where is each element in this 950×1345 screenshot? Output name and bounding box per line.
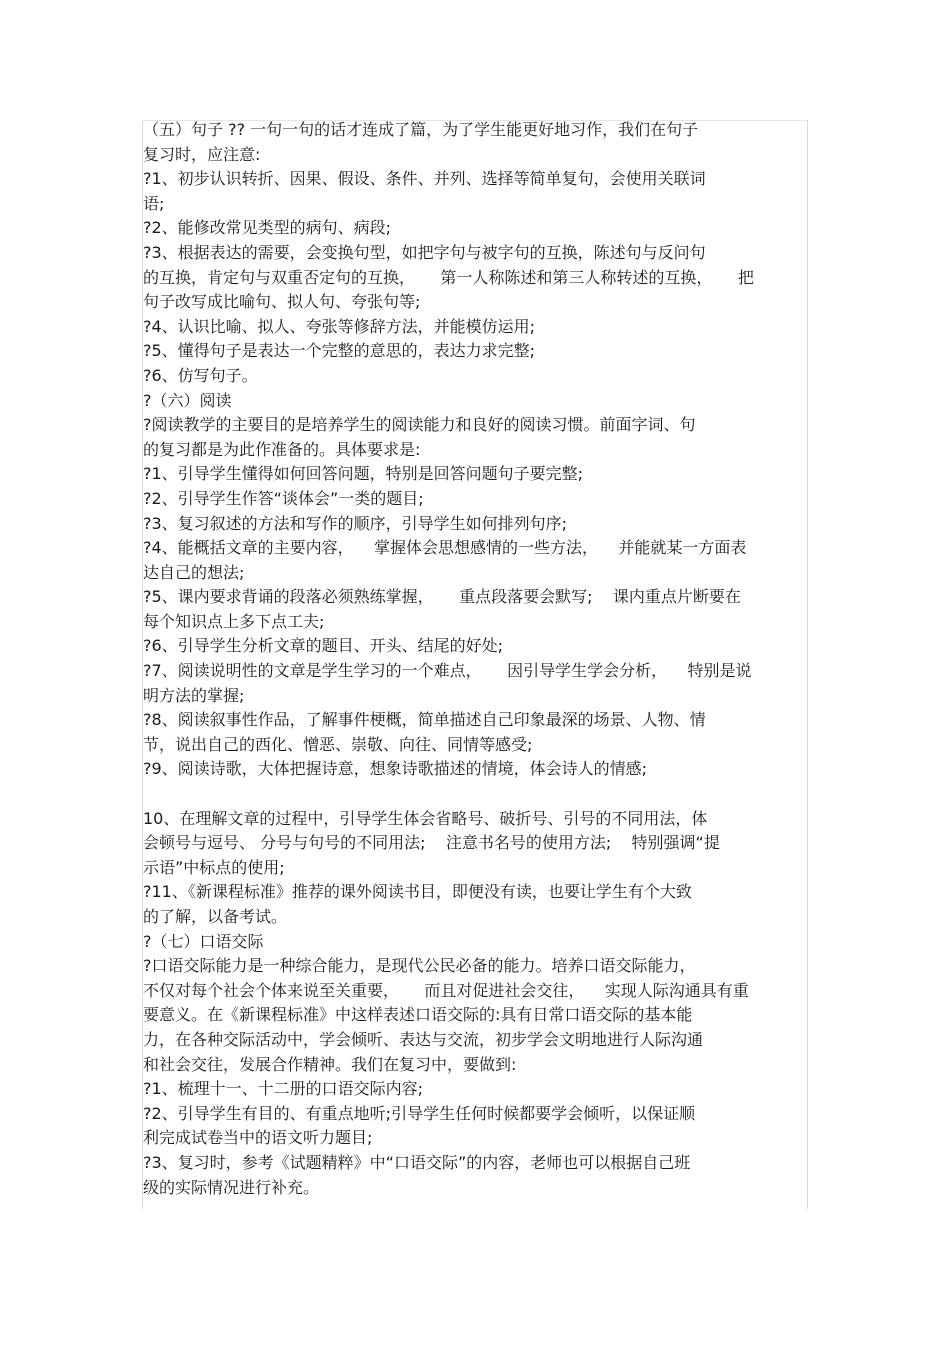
text-line: 语; bbox=[143, 193, 165, 213]
text-line: 要意义。在《新课程标准》中这样表述口语交际的:具有日常口语交际的基本能 bbox=[143, 1005, 693, 1025]
text-line: 力，在各种交际活动中，学会倾听、表达与交流，初步学会文明地进行人际沟通 bbox=[143, 1029, 704, 1049]
text-line: ?口语交际能力是一种综合能力，是现代公民必备的能力。培养口语交际能力， bbox=[143, 956, 696, 976]
text-line: 级的实际情况进行补充。 bbox=[143, 1177, 320, 1197]
text-line: 不仅对每个社会个体来说至关重要， 而且对促进社会交往， 实现人际沟通具有重 bbox=[143, 980, 749, 1000]
text-line: 示语”中标点的使用; bbox=[143, 857, 285, 877]
text-line: ?2、引导学生作答“谈体会”一类的题目; bbox=[143, 488, 424, 508]
text-line: ?3、复习叙述的方法和写作的顺序，引导学生如何排列句序; bbox=[143, 513, 568, 533]
text-line: ?11、《新课程标准》推荐的课外阅读书目，即便没有读，也要让学生有个大致 bbox=[143, 882, 692, 902]
text-line: ?1、初步认识转折、因果、假设、条件、并列、选择等简单复句，会使用关联词 bbox=[143, 169, 706, 189]
text-line: ?2、引导学生有目的、有重点地听;引导学生任何时候都要学会倾听，以保证顺 bbox=[143, 1103, 696, 1123]
text-line: 会顿号与逗号、 分号与句号的不同用法; 注意书名号的使用方法; 特别强调“提 bbox=[143, 833, 720, 853]
text-line: ?4、认识比喻、拟人、夸张等修辞方法，并能模仿运用; bbox=[143, 316, 536, 336]
text-line: （五）句子 ?? 一句一句的话才连成了篇，为了学生能更好地习作，我们在句子 bbox=[143, 120, 699, 139]
text-line: ?5、懂得句子是表达一个完整的意思的，表达力求完整; bbox=[143, 341, 536, 361]
text-line: ?5、课内要求背诵的段落必须熟练掌握， 重点段落要会默写; 课内重点片断要在 bbox=[143, 587, 741, 607]
text-line: ?3、复习时，参考《试题精粹》中“口语交际”的内容，老师也可以根据自己班 bbox=[143, 1152, 691, 1172]
text-line: ?2、能修改常见类型的病句、病段; bbox=[143, 218, 392, 238]
text-line: 10、在理解文章的过程中，引导学生体会省略号、破折号、引号的不同用法，体 bbox=[143, 808, 708, 828]
text-line: ?6、仿写句子。 bbox=[143, 365, 258, 385]
text-line: 句子改写成比喻句、拟人句、夸张句等; bbox=[143, 292, 421, 312]
text-line: 每个知识点上多下点工夫; bbox=[143, 611, 325, 631]
text-line: 的复习都是为此作准备的。具体要求是: bbox=[143, 439, 421, 459]
text-line: ?8、阅读叙事性作品，了解事件梗概，简单描述自己印象最深的场景、人物、情 bbox=[143, 710, 706, 730]
text-line: ?3、根据表达的需要，会变换句型，如把字句与被字句的互换，陈述句与反问句 bbox=[143, 242, 706, 262]
text-line: ?9、阅读诗歌，大体把握诗意，想象诗歌描述的情境，体会诗人的情感; bbox=[143, 759, 648, 779]
text-line: ?1、引导学生懂得如何回答问题，特别是回答问题句子要完整; bbox=[143, 464, 584, 484]
text-line: ?7、阅读说明性的文章是学生学习的一个难点， 因引导学生学会分析， 特别是说 bbox=[143, 661, 752, 681]
text-line: 节，说出自己的西化、憎恶、崇敬、向往、同情等感受; bbox=[143, 734, 533, 754]
text-line: 和社会交往，发展合作精神。我们在复习中，要做到: bbox=[143, 1054, 517, 1074]
blank-line bbox=[143, 782, 803, 807]
text-line: ?1、梳理十一、十二册的口语交际内容; bbox=[143, 1079, 424, 1099]
text-line: 达自己的想法; bbox=[143, 562, 245, 582]
text-line: 复习时，应注意: bbox=[143, 144, 261, 164]
section-heading: ?（六）阅读 bbox=[143, 390, 232, 410]
text-line: 的了解，以备考试。 bbox=[143, 907, 288, 926]
document-body bbox=[143, 118, 803, 1200]
text-line: 利完成试卷当中的语文听力题目; bbox=[143, 1128, 373, 1148]
text-line: ?6、引导学生分析文章的题目、开头、结尾的好处; bbox=[143, 636, 504, 656]
text-line: ?阅读教学的主要目的是培养学生的阅读能力和良好的阅读习惯。前面字词、句 bbox=[143, 415, 696, 435]
text-line: 明方法的掌握; bbox=[143, 685, 245, 705]
text-line: ?4、能概括文章的主要内容， 掌握体会思想感情的一些方法， 并能就某一方面表 bbox=[143, 538, 747, 558]
text-line: 的互换，肯定句与双重否定句的互换， 第一人称陈述和第三人称转述的互换， 把 bbox=[143, 267, 754, 287]
section-heading: ?（七）口语交际 bbox=[143, 931, 264, 951]
